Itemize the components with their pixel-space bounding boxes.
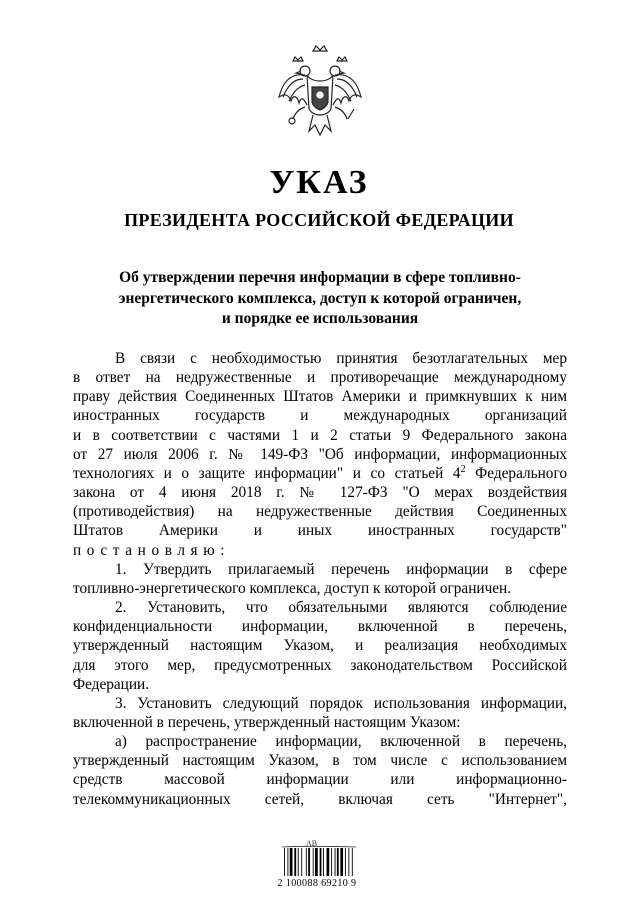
body-line: для этого мер, предусмотренных законодательством Российской <box>73 656 567 674</box>
item-2 <box>73 598 567 694</box>
barcode-bar <box>320 848 322 876</box>
subject-line: энергетического комплекса, доступ к которой ограничен, <box>118 289 522 307</box>
barcode-bar <box>315 848 318 876</box>
item-3 <box>73 694 567 732</box>
body-line: 3. Установить следующий порядок использования информации, <box>115 694 567 712</box>
decree-word: постановляю: <box>73 541 231 559</box>
preamble <box>73 349 567 560</box>
body-line: телекоммуникационных сетей, включая сеть "Интернет", <box>73 790 567 808</box>
body-line: и в соответствии с частями 1 и 2 статьи 9 Федерального закона <box>73 426 567 444</box>
barcode-bar <box>290 848 293 876</box>
body-line: средств массовой информации или информационно- <box>73 771 567 789</box>
barcode-image <box>283 848 375 876</box>
body-line-text: технологиях и о защите информации" и со статьей 4 <box>73 464 461 482</box>
subject-line: Об утверждении перечня информации в сфере топливно- <box>119 269 521 286</box>
decree-subject <box>90 268 550 330</box>
subject-line: и порядке ее использования <box>221 310 419 327</box>
stamp-text: АВ <box>306 839 318 848</box>
barcode-bar <box>284 848 285 876</box>
item-3a <box>73 732 567 809</box>
barcode-bar <box>298 848 299 876</box>
barcode-bar <box>335 848 336 876</box>
body-line: включенной в перечень, утвержденный настоящим Указом: <box>73 713 461 731</box>
body-line: 1. Утвердить прилагаемый перечень информации в сфере <box>115 560 567 578</box>
body-line: от 27 июля 2006 г. № 149-ФЗ "Об информации, информационных <box>73 445 567 463</box>
body-line: закона от 4 июня 2018 г. № 127-ФЗ "О мерах воздействия <box>73 484 567 502</box>
barcode-bar <box>306 848 307 876</box>
body-line: 2. Установить, что обязательными являются соблюдение <box>115 599 567 617</box>
body-line: В связи с необходимостью принятия безотлагательных мер <box>115 350 567 367</box>
barcode-bar <box>348 848 349 876</box>
barcode-bar <box>327 848 330 876</box>
decree-body <box>73 349 567 809</box>
barcode-bar <box>340 848 343 876</box>
body-line: конфиденциальности информации, включенной в перечень, <box>73 618 567 636</box>
body-line: Штатов Америки и иных иностранных государств" <box>73 522 567 540</box>
document-title: УКАЗ <box>269 164 369 201</box>
body-line-text: Федерального <box>465 464 567 482</box>
document-subtitle: ПРЕЗИДЕНТА РОССИЙСКОЙ ФЕДЕРАЦИИ <box>124 210 514 230</box>
item-1 <box>73 560 567 598</box>
barcode-bar <box>308 848 310 876</box>
coat-of-arms-emblem <box>275 45 365 143</box>
body-line: праву действия Соединенных Штатов Америки и примкнувших к ним <box>73 388 567 406</box>
body-line: иностранных государств и международных организаций <box>73 407 567 425</box>
body-line: в ответ на недружественные и противоречащие международному <box>73 369 567 387</box>
body-line: утвержденный настоящим Указом, в том числе с использованием <box>73 752 567 770</box>
body-line: (противодействия) на недружественные действия Соединенных <box>73 503 567 521</box>
barcode-bar <box>287 848 288 876</box>
body-line: топливно-энергетического комплекса, доступ к которой ограничен. <box>73 579 512 597</box>
barcode-bar <box>294 848 296 876</box>
body-line: утвержденный настоящим Указом, и реализация необходимых <box>73 637 567 655</box>
barcode-bar <box>331 848 332 876</box>
barcode-bar <box>313 848 314 876</box>
barcode-bar <box>301 848 302 876</box>
body-line: а) распространение информации, включенной в перечень, <box>115 733 567 751</box>
barcode-bar <box>345 848 346 876</box>
barcode-number: 2 100088 69210 9 <box>277 878 357 889</box>
body-line <box>73 464 567 483</box>
barcode-bar <box>352 848 353 876</box>
body-line: Федерации. <box>73 675 150 693</box>
superscript: 2 <box>460 463 466 475</box>
barcode-bar <box>337 848 339 876</box>
barcode-bar <box>323 848 324 876</box>
